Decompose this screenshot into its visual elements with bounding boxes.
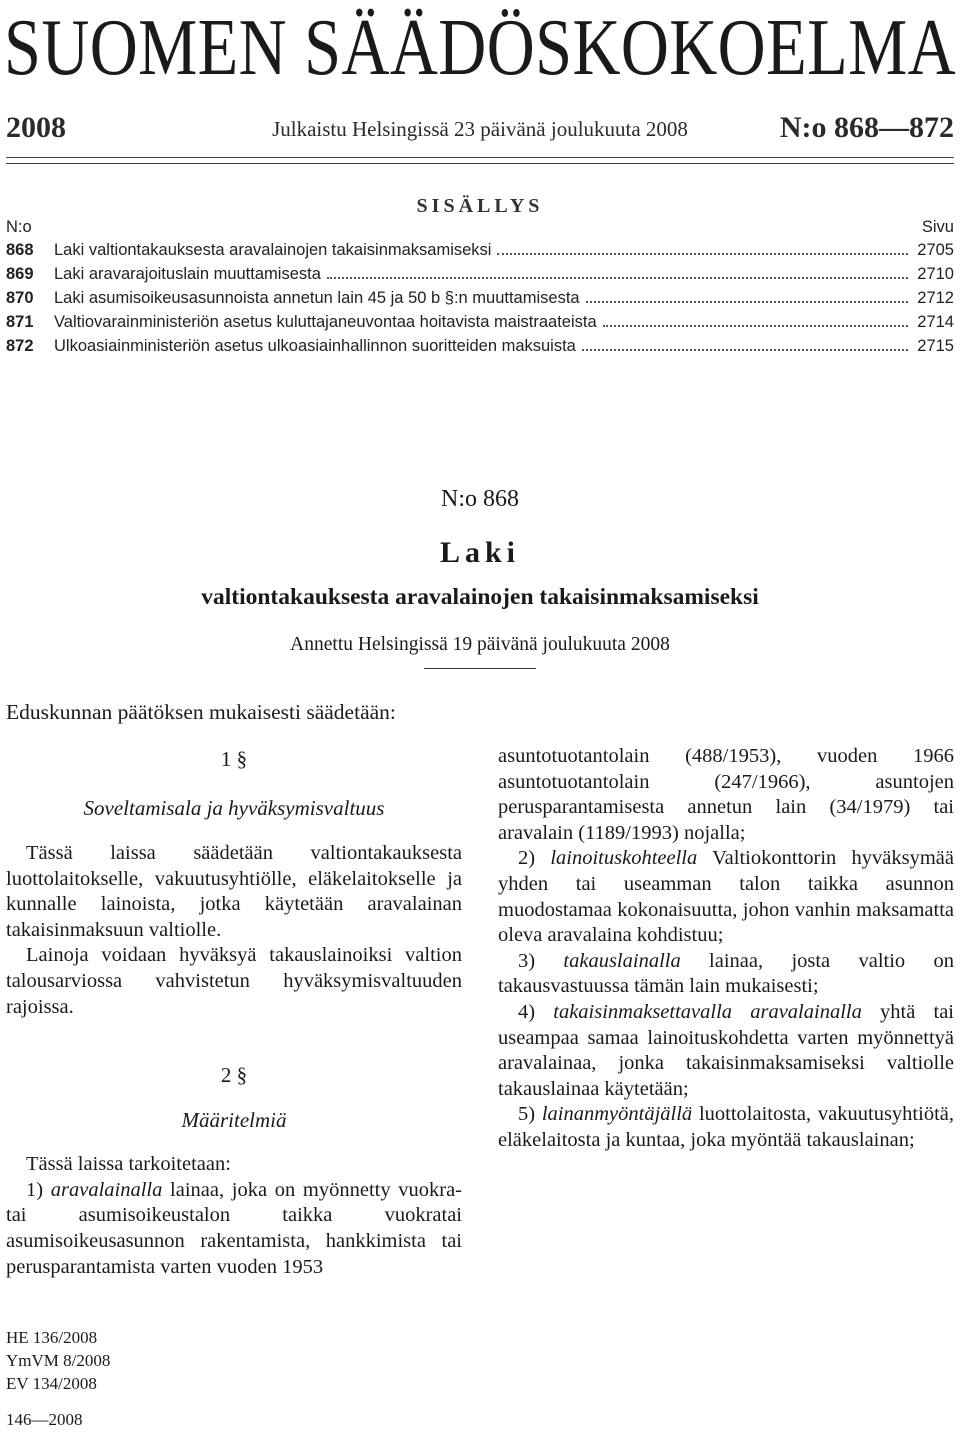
definition-2-text: Valtiokonttorin hyväksymää yhden tai useamman talon taikka asunnon muodostamaa kokonaisuutta, johon vanhin maksamatta oleva aravalaina kohdistuu; — [498, 847, 955, 947]
definition-5-term: lainanmyöntäjällä — [541, 1103, 693, 1126]
contents-title: Valtiovarainministeriön asetus kuluttajaneuvontaa hoitavista maistraateista — [54, 313, 597, 331]
contents-page: 2712 — [917, 289, 954, 307]
contents-page: 2715 — [917, 337, 954, 355]
dot-leader — [327, 276, 908, 279]
contents-number: 868 — [6, 241, 34, 259]
definition-5 — [498, 1102, 954, 1153]
section-1-paragraph-1: Tässä laissa säädetään valtiontakauksesta luottolaitokselle, vakuutusyhtiölle, eläkelaitokselle ja kunnalle lainoista, jotka käytetään aravalainan takaisinmaksuun valtiolle. — [6, 842, 462, 941]
definition-4-text: yhtä tai useampaa samaa lainoituskohdetta varten myönnettyä aravalainaa, jonka takaisinmaksamiseksi valtiolle takauslainaa käytetään; — [498, 1000, 954, 1100]
law-title: valtiontakauksesta aravalainojen takaisinmaksamiseksi — [201, 584, 759, 610]
contents-title: Laki aravarajoituslain muuttamisesta — [54, 265, 321, 283]
header-rule-top — [6, 157, 954, 158]
spacer — [6, 1138, 462, 1152]
definition-3-lead: 3) — [518, 949, 564, 972]
masthead-title: SUOMEN SÄÄDÖSKOKOELMA — [4, 4, 956, 92]
enactment-clause: Eduskunnan päätöksen mukaisesti säädetään: — [6, 700, 396, 724]
section-2-intro: Tässä laissa tarkoitetaan: — [26, 1153, 231, 1176]
spacer — [6, 1020, 462, 1060]
contents-title: Laki valtiontakauksesta aravalainojen takaisinmaksamiseksi — [54, 241, 492, 259]
contents-page: 2714 — [917, 313, 954, 331]
contents-row[interactable] — [6, 286, 954, 310]
legislative-ref-1: HE 136/2008 — [6, 1328, 98, 1347]
contents-row[interactable] — [6, 262, 954, 286]
left-column — [6, 744, 462, 1280]
contents-title: Laki asumisoikeusasunnoista annetun lain 45 ja 50 b §:n muuttamisesta — [54, 289, 580, 307]
law-kind: Laki — [439, 536, 521, 569]
header-rule-bottom — [6, 163, 954, 164]
definition-5-text: luottolaitosta, vakuutusyhtiötä, eläkelaitosta ja kuntaa, joka myöntää takauslainan; — [498, 1103, 954, 1151]
masthead — [4, 6, 956, 90]
contents-page: 2710 — [917, 265, 954, 283]
contents-heading: SISÄLLYS — [416, 195, 544, 217]
spacer — [6, 775, 462, 790]
contents-page: 2705 — [917, 241, 954, 259]
section-1-heading: Soveltamisala ja hyväksymisvaltuus — [83, 796, 385, 820]
print-code: 146—2008 — [6, 1410, 83, 1429]
definition-2-lead: 2) — [518, 847, 551, 870]
law-given-date: Annettu Helsingissä 19 päivänä joulukuuta 2008 — [290, 634, 670, 655]
contents-row[interactable] — [6, 238, 954, 262]
definition-1-continued: asuntotuotantolain (488/1953), vuoden 1966 asuntotuotantolain (247/1966), asuntojen perusparantamisesta annetun lain (34/1979) tai aravalain (1189/1993) nojalla; — [498, 745, 954, 844]
contents-number-label: N:o — [6, 218, 32, 236]
contents-number: 869 — [6, 265, 34, 283]
law-number: N:o 868 — [441, 486, 519, 512]
dot-leader — [586, 300, 908, 303]
publication-date: Julkaistu Helsingissä 23 päivänä joulukuuta 2008 — [272, 117, 688, 141]
definition-5-lead: 5) — [518, 1103, 542, 1126]
section-1-number: 1 § — [220, 747, 248, 771]
definition-3-text: lainaa, josta valtio on takausvastuussa tämän lain mukaisesti; — [498, 949, 954, 998]
spacer — [6, 826, 462, 841]
definition-3 — [498, 949, 954, 1000]
contents-row[interactable] — [6, 310, 954, 334]
dot-leader — [603, 324, 908, 327]
spacer — [6, 1091, 462, 1102]
table-of-contents — [6, 214, 954, 358]
section-2-heading: Määritelmiä — [181, 1108, 287, 1133]
definition-4-lead: 4) — [518, 1000, 554, 1023]
definition-4 — [498, 1000, 954, 1102]
title-divider — [424, 668, 536, 669]
dot-leader — [497, 252, 908, 255]
section-2-number: 2 § — [220, 1063, 248, 1088]
definition-4-term: takaisinmaksettavalla aravalainalla — [553, 1000, 862, 1023]
definition-1-term: aravalainalla — [50, 1178, 163, 1201]
contents-title: Ulkoasiainministeriön asetus ulkoasiainhallinnon suoritteiden maksuista — [54, 337, 576, 355]
definition-1-lead: 1) — [26, 1178, 51, 1201]
section-1-paragraph-2: Lainoja voidaan hyväksyä takauslainoiksi valtion talousarviossa vahvistetun hyväksymisvaltuuden rajoissa. — [6, 944, 462, 1018]
definition-2 — [498, 846, 954, 948]
contents-number: 872 — [6, 337, 34, 355]
legislative-ref-3: EV 134/2008 — [6, 1374, 97, 1393]
right-column — [498, 744, 954, 1154]
definition-1-text: lainaa, joka on myönnetty vuokra- tai asumisoikeustalon taikka vuokratai asumisoikeusasunnon rakentamista, hankkimista tai perusparantamista varten vuoden 1953 — [6, 1178, 463, 1278]
definition-1 — [6, 1178, 462, 1280]
contents-row[interactable] — [6, 334, 954, 358]
legislative-ref-2: YmVM 8/2008 — [6, 1351, 111, 1370]
contents-number: 871 — [6, 313, 34, 331]
contents-page-label: Sivu — [921, 218, 954, 236]
issue-year: 2008 — [6, 111, 66, 144]
issue-numbers: N:o 868—872 — [779, 111, 954, 144]
contents-number: 870 — [6, 289, 34, 307]
definition-2-term: lainoituskohteella — [550, 847, 698, 870]
dot-leader — [582, 348, 908, 351]
contents-column-header — [6, 214, 954, 238]
definition-3-term: takauslainalla — [563, 949, 681, 972]
